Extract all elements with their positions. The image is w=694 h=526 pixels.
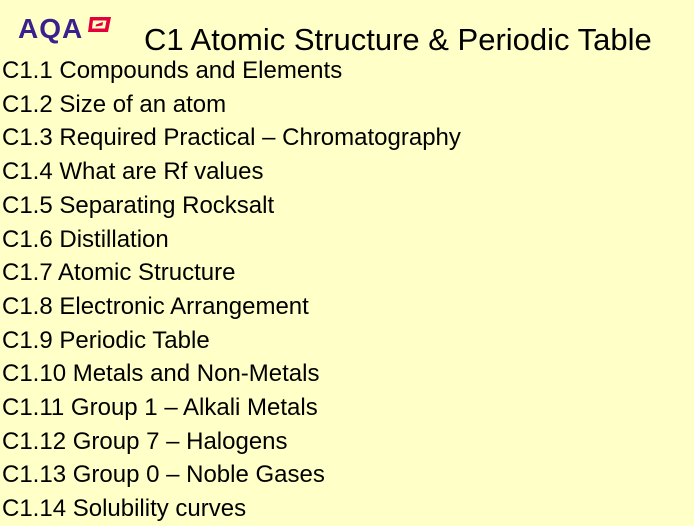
topic-item: C1.12 Group 7 – Halogens [2, 427, 288, 455]
topic-list [2, 54, 461, 526]
topic-item: C1.1 Compounds and Elements [2, 57, 343, 84]
topic-item: C1.4 What are Rf values [2, 158, 264, 186]
topic-item: C1.10 Metals and Non-Metals [2, 360, 320, 388]
topic-item: C1.13 Group 0 – Noble Gases [2, 461, 325, 489]
aqa-logo [18, 14, 113, 44]
topic-item: C1.14 Solubility curves [2, 495, 247, 523]
topic-item: C1.8 Electronic Arrangement [2, 292, 309, 320]
topic-item: C1.6 Distillation [2, 225, 169, 253]
slide-title: C1 Atomic Structure & Periodic Table [144, 22, 652, 57]
topic-item: C1.11 Group 1 – Alkali Metals [2, 394, 318, 422]
logo-mark-icon [87, 15, 113, 35]
logo-text: AQA [18, 13, 84, 44]
topic-item: C1.3 Required Practical – Chromatography [2, 124, 461, 152]
topic-item: C1.7 Atomic Structure [2, 259, 236, 287]
topic-item: C1.2 Size of an atom [2, 90, 227, 118]
topic-item: C1.5 Separating Rocksalt [2, 191, 275, 219]
topic-item: C1.9 Periodic Table [2, 326, 210, 354]
